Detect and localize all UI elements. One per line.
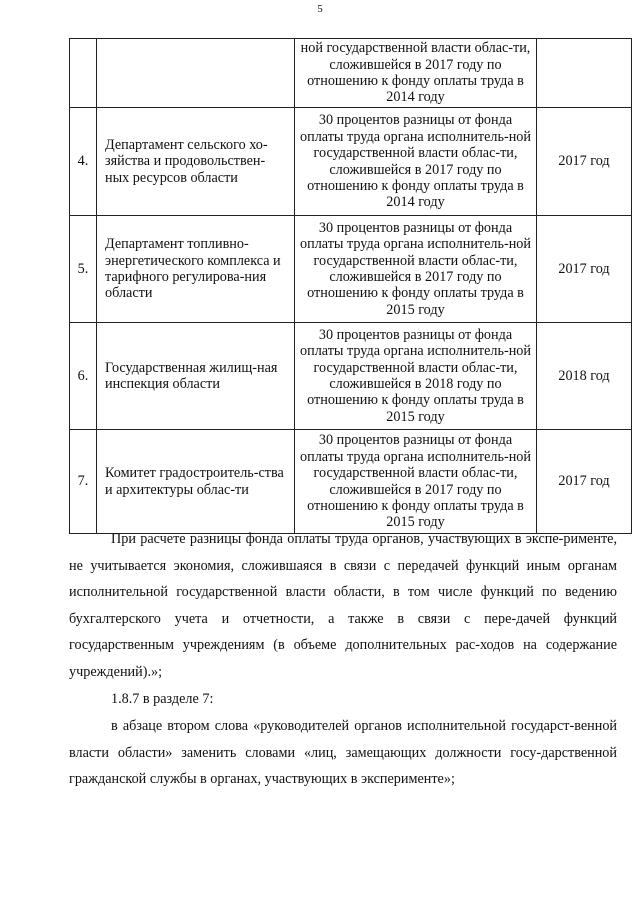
table-row	[70, 323, 632, 430]
year: 2017 год	[537, 108, 632, 216]
body-name: Департамент сельского хо-зяйства и продовольствен-ных ресурсов области	[97, 108, 295, 216]
rate-description: 30 процентов разницы от фонда оплаты труда органа исполнитель-ной государственной власти облас-ти, сложившейся в 2017 году по отношению к фонду оплаты труда в 2014 году	[295, 108, 537, 216]
rate-description: 30 процентов разницы от фонда оплаты труда органа исполнитель-ной государственной власти облас-ти, сложившейся в 2017 году по отношению к фонду оплаты труда в 2015 году	[295, 216, 537, 323]
body-name: Комитет градостроитель-ства и архитектуры облас-ти	[97, 430, 295, 534]
row-number	[70, 39, 97, 108]
rate-description: 30 процентов разницы от фонда оплаты труда органа исполнитель-ной государственной власти облас-ти, сложившейся в 2017 году по отношению к фонду оплаты труда в 2015 году	[295, 430, 537, 534]
year: 2017 год	[537, 216, 632, 323]
paragraph-replacement: в абзаце втором слова «руководителей органов исполнительной государст-венной власти области» заменить словами «лиц, замещающих должности госу-дарственной гражданской службы в органах, участвующих в эксперименте»;	[69, 718, 617, 787]
row-number: 5.	[70, 216, 97, 323]
rate-description: ной государственной власти облас-ти, сложившейся в 2017 году по отношению к фонду оплаты труда в 2014 году	[295, 39, 537, 108]
page-number: 5	[317, 3, 323, 15]
rate-description: 30 процентов разницы от фонда оплаты труда органа исполнитель-ной государственной власти облас-ти, сложившейся в 2018 году по отношению к фонду оплаты труда в 2015 году	[295, 323, 537, 430]
row-number: 7.	[70, 430, 97, 534]
row-number: 4.	[70, 108, 97, 216]
experiment-table	[69, 38, 632, 534]
body-name: Государственная жилищ-ная инспекция области	[97, 323, 295, 430]
year: 2017 год	[537, 430, 632, 534]
body-name	[97, 39, 295, 108]
table-row	[70, 39, 632, 108]
paragraph-item-1-8-7: 1.8.7 в разделе 7:	[111, 691, 214, 707]
table-row	[70, 108, 632, 216]
table-row	[70, 430, 632, 534]
table-row	[70, 216, 632, 323]
body-name: Департамент топливно-энергетического комплекса и тарифного регулирова-ния области	[97, 216, 295, 323]
row-number: 6.	[70, 323, 97, 430]
year	[537, 39, 632, 108]
paragraph-payroll-calculation: При расчете разницы фонда оплаты труда органов, участвующих в экспе-рименте, не учитывается экономия, сложившаяся в связи с передачей функций иным органам исполнительной государственной власти области, в том числе функций по ведению бухгалтерского учета и отчетности, а также в связи с пере-дачей функций государственным учреждениям (в объеме дополнительных рас-ходов на содержание учреждений).»;	[69, 531, 617, 680]
year: 2018 год	[537, 323, 632, 430]
